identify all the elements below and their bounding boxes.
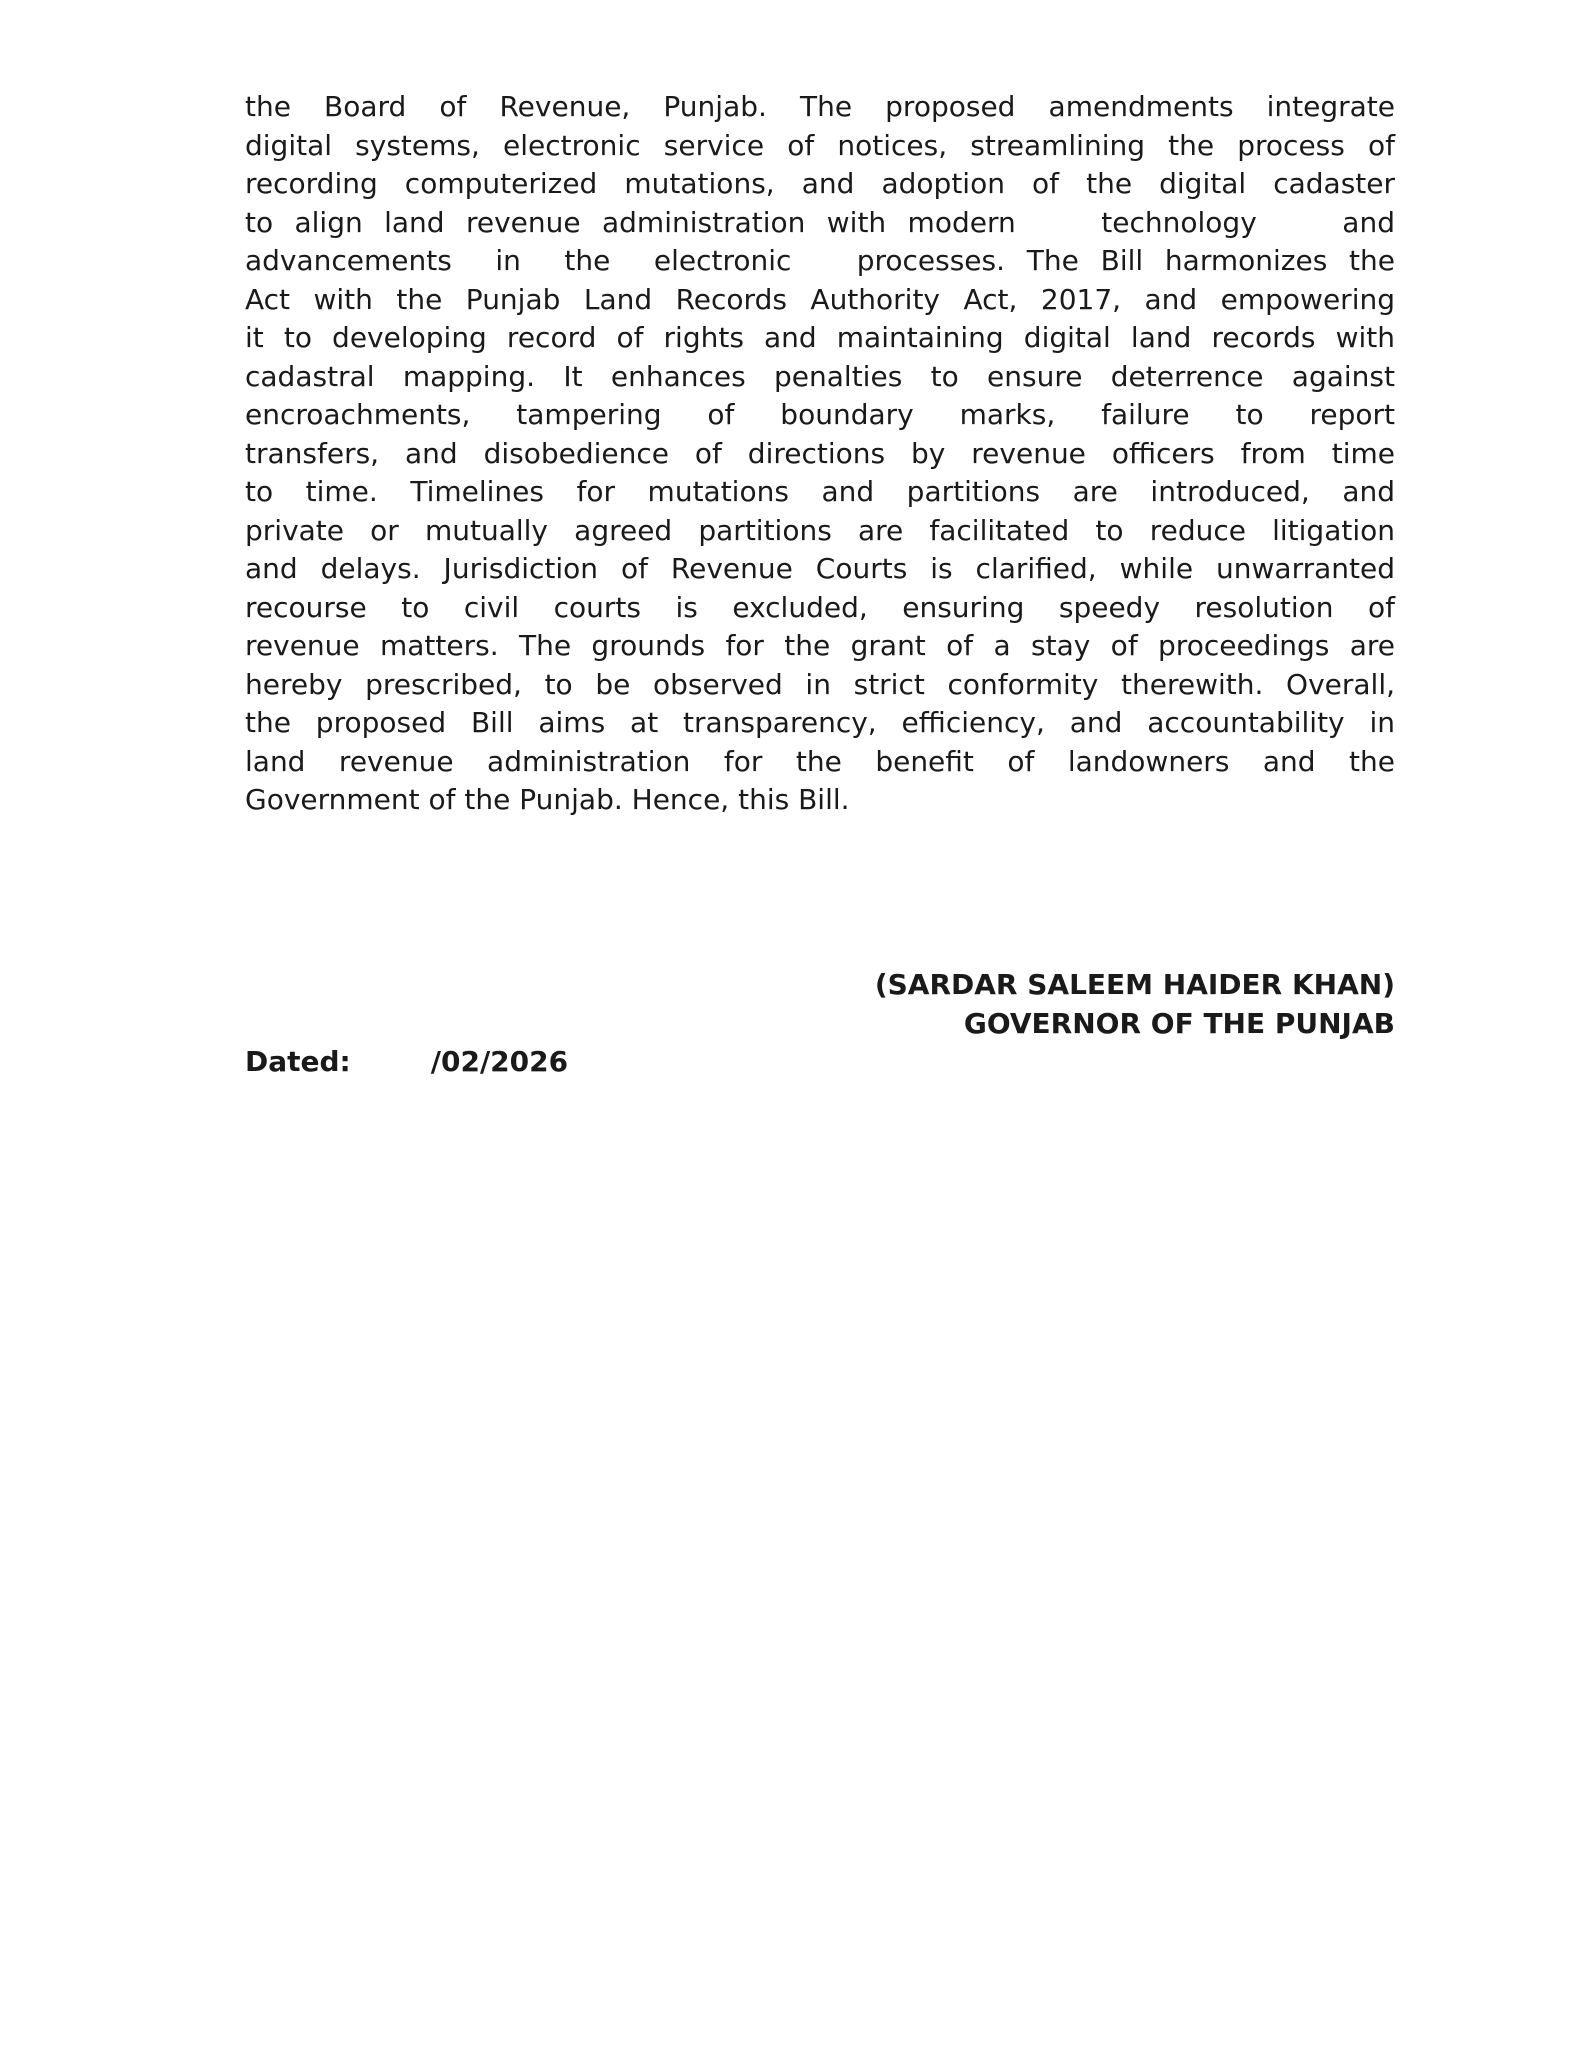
paragraph-line: private or mutually agreed partitions are facilitated to reduce litigation bbox=[245, 513, 1395, 547]
paragraph-line: and delays. Jurisdiction of Revenue Courts is clarified, while unwarranted bbox=[245, 552, 1395, 585]
paragraph-line: revenue matters. The grounds for the grant of a stay of proceedings are bbox=[245, 629, 1395, 662]
paragraph-line: cadastral mapping. It enhances penalties to ensure deterrence against bbox=[245, 359, 1395, 393]
paragraph-line: to align land revenue administration with modern technology and bbox=[245, 205, 1395, 239]
dated-value: /02/2026 bbox=[430, 1045, 569, 1078]
signatory-name: (SARDAR SALEEM HAIDER KHAN) bbox=[874, 968, 1395, 1001]
paragraph-line: recourse to civil courts is excluded, ensuring speedy resolution of bbox=[245, 590, 1395, 624]
paragraph-line: land revenue administration for the benefit of landowners and the bbox=[245, 744, 1395, 778]
closing-block bbox=[245, 966, 1395, 1082]
paragraph-line: Act with the Punjab Land Records Authority Act, 2017, and empowering bbox=[245, 282, 1395, 316]
paragraph-line: digital systems, electronic service of notices, streamlining the process of bbox=[245, 128, 1395, 162]
paragraph-line: recording computerized mutations, and adoption of the digital cadaster bbox=[245, 167, 1395, 200]
dated-line bbox=[245, 1043, 1395, 1082]
paragraph-line: hereby prescribed, to be observed in strict conformity therewith. Overall, bbox=[245, 667, 1395, 701]
paragraph-line: advancements in the electronic processes. The Bill harmonizes the bbox=[245, 244, 1395, 277]
paragraph-line: it to developing record of rights and maintaining digital land records with bbox=[245, 321, 1395, 354]
paragraph-line: encroachments, tampering of boundary marks, failure to report bbox=[245, 398, 1395, 431]
paragraph-line: transfers, and disobedience of directions by revenue officers from time bbox=[245, 436, 1395, 470]
dated-label: Dated: bbox=[245, 1045, 351, 1078]
paragraph-line: the Board of Revenue, Punjab. The proposed amendments integrate bbox=[245, 90, 1395, 123]
paragraph-line: the proposed Bill aims at transparency, efficiency, and accountability in bbox=[245, 706, 1395, 739]
paragraph-line: Government of the Punjab. Hence, this Bill. bbox=[245, 783, 850, 816]
paragraph-line: to time. Timelines for mutations and partitions are introduced, and bbox=[245, 475, 1395, 508]
signatory-title: GOVERNOR OF THE PUNJAB bbox=[963, 1006, 1395, 1040]
body-paragraph bbox=[245, 88, 1395, 820]
